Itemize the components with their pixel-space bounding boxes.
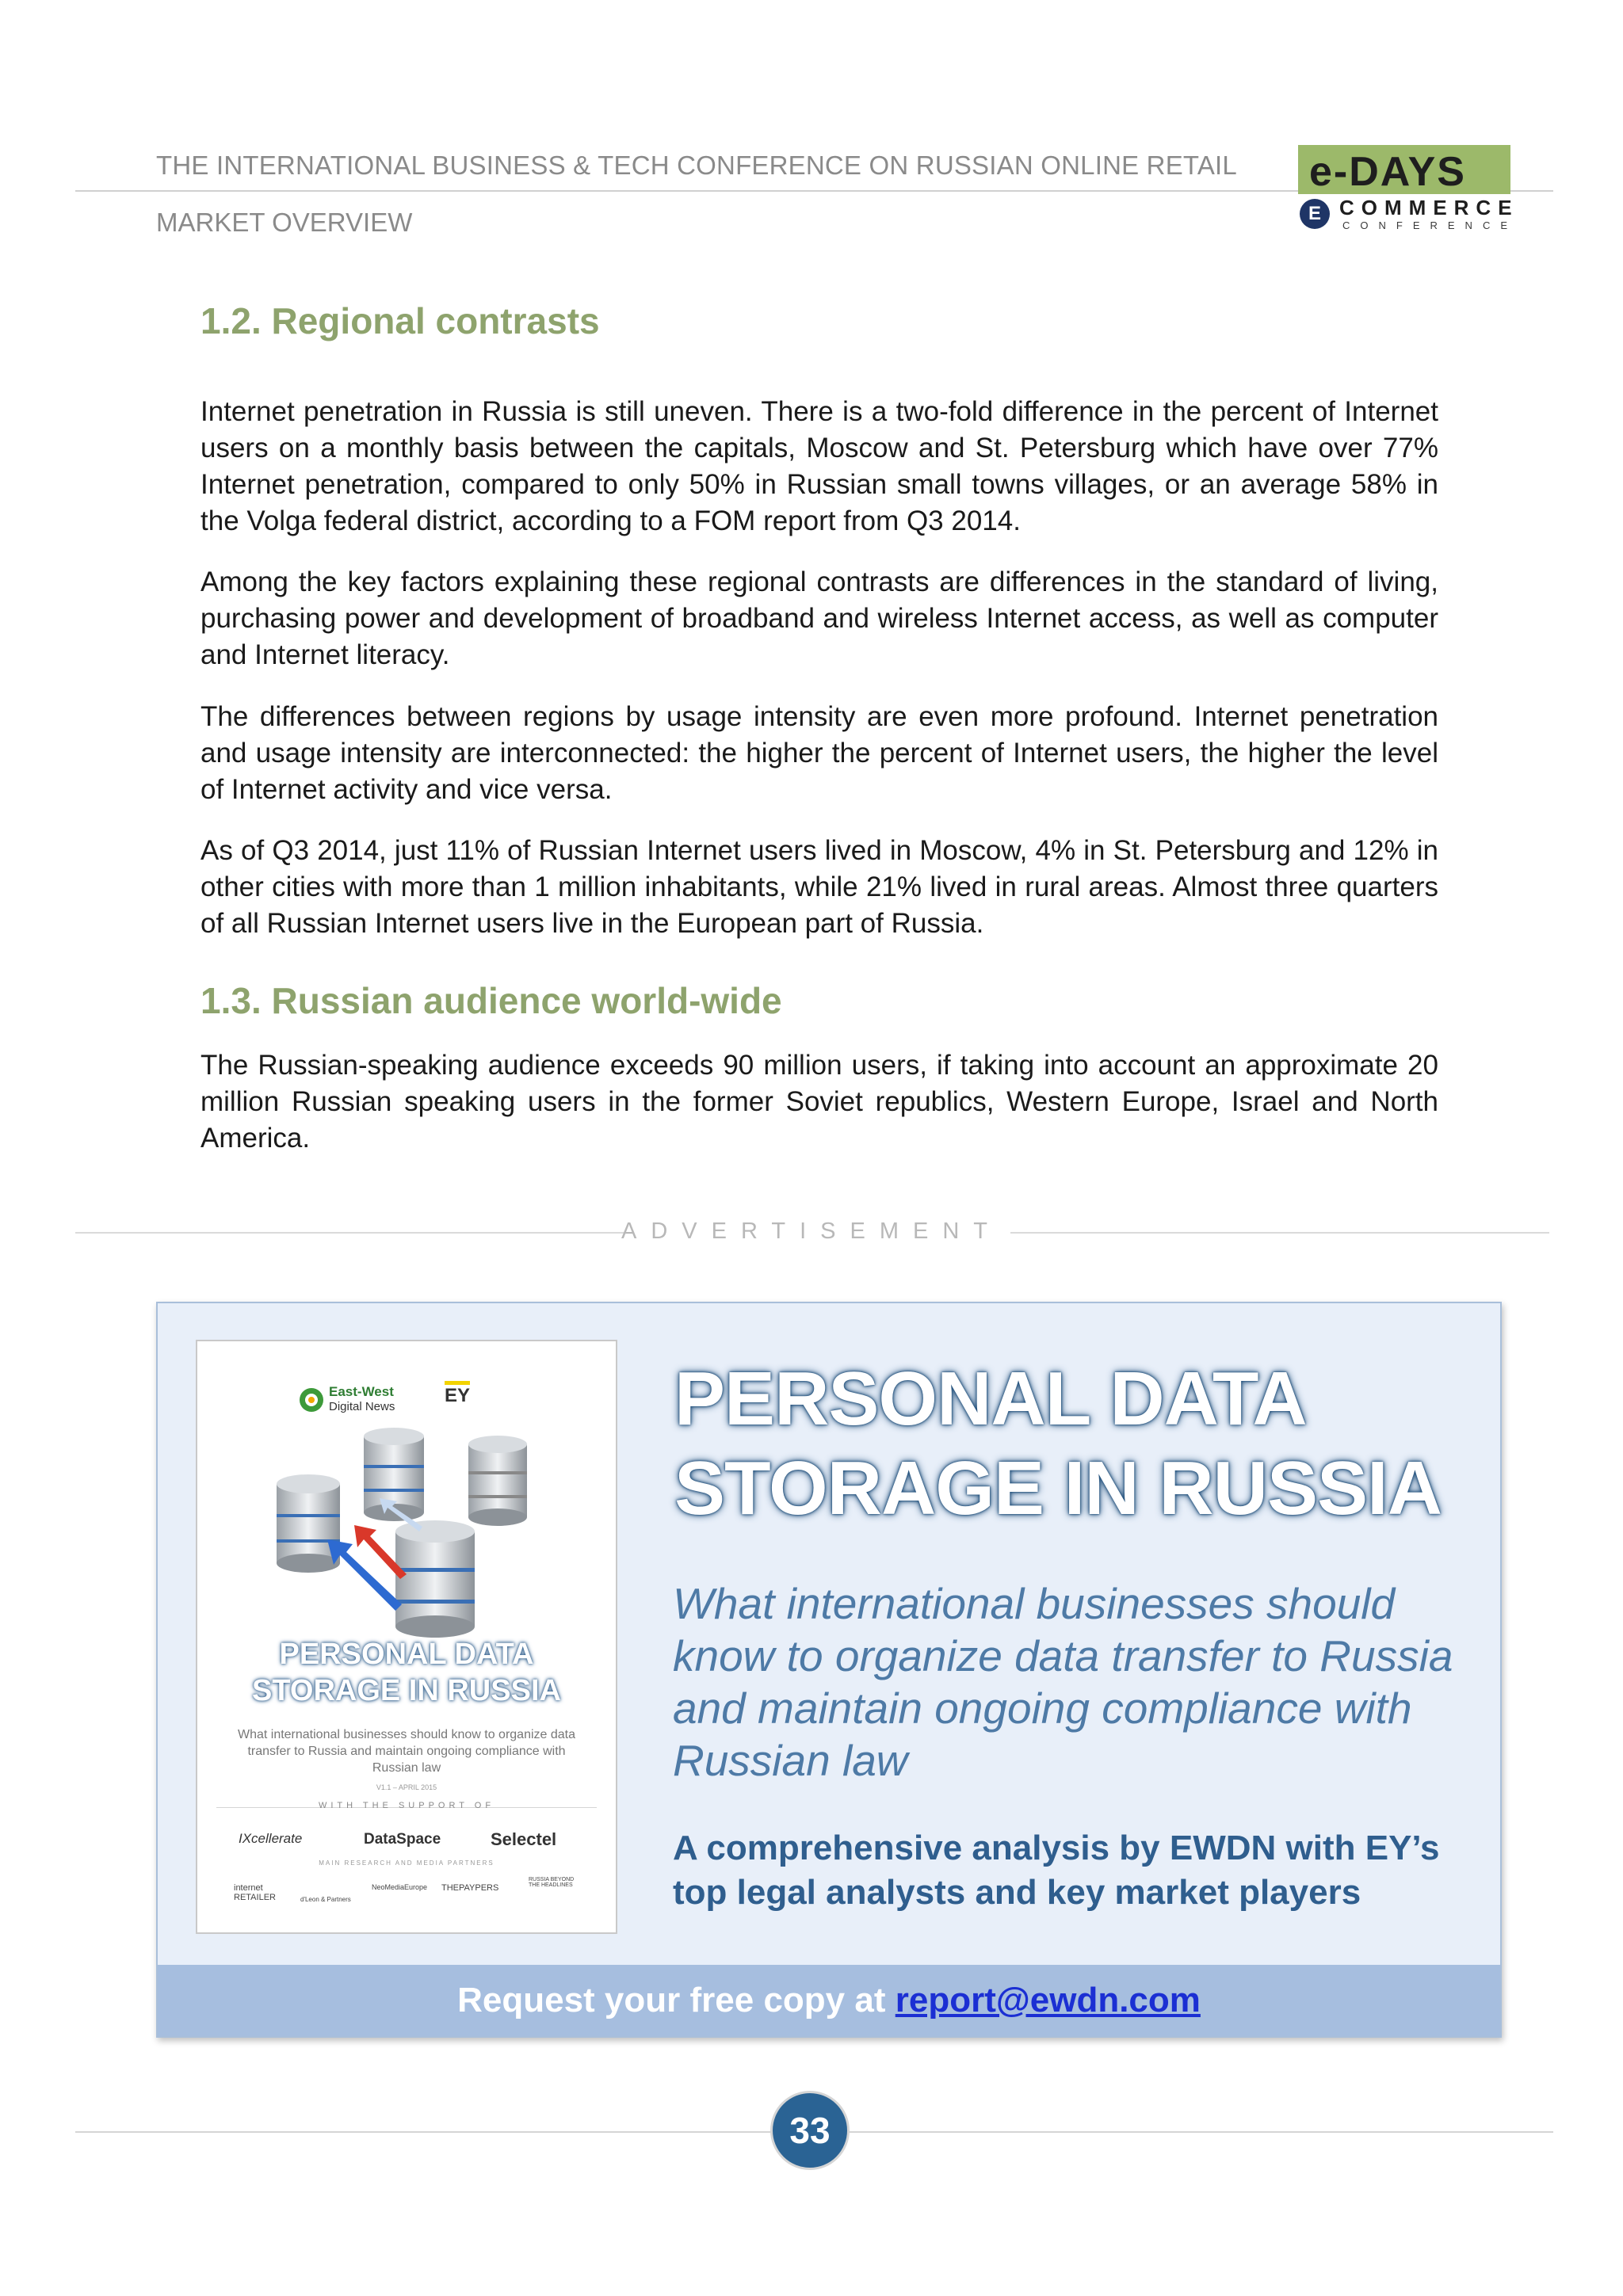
paragraph: The Russian-speaking audience exceeds 90 million users, if taking into account an approximate 20 million Russian speaking users in the former Soviet republics, Western Europe, Israel and North America. (200, 1050, 1438, 1154)
paragraph: Among the key factors explaining these regional contrasts are differences in the standard of living, purchasing power and development of broadband and wireless Internet access, as well as computer and Internet literacy. (200, 566, 1438, 670)
paragraph: Internet penetration in Russia is still uneven. There is a two-fold difference in the percent of Internet users on a monthly basis between the capitals, Moscow and St. Petersburg which have over 77% Internet penetration, compared to only 50% in Russian small towns villages, or an average 58% in the Volga federal district, according to a FOM report from Q3 2014. (200, 396, 1438, 536)
ad-title-line2: STORAGE IN RUSSIA (674, 1446, 1442, 1531)
media-internet-retailer: internet RETAILER (234, 1883, 276, 1902)
cover-subtitle: What international businesses should know to organize data transfer to Russia and maintain ongoing compliance with Russian law (237, 1728, 576, 1775)
media-dleon-partners: d'Leon & Partners (300, 1896, 351, 1903)
logo-conference-text: CONFERENCE (1342, 219, 1518, 231)
report-cover-image (196, 1340, 617, 1934)
sponsor-ixcellerate: IXcellerate (239, 1831, 303, 1846)
sponsor-dataspace: DataSpace (364, 1831, 441, 1848)
heading-regional-contrasts: 1.2. Regional contrasts (200, 300, 600, 341)
cover-media-label: MAIN RESEARCH AND MEDIA PARTNERS (319, 1859, 495, 1867)
logo-edays-text: e-DAYS (1309, 149, 1466, 195)
media-thepaypers: THEPAYPERS (441, 1883, 499, 1893)
cover-publisher-line2: Digital News (329, 1400, 395, 1413)
ad-cta-bar (158, 1965, 1500, 2036)
edays-logo (1298, 145, 1519, 237)
media-rbth: RUSSIA BEYOND THE HEADLINES (529, 1877, 575, 1888)
conference-title: THE INTERNATIONAL BUSINESS & TECH CONFERENCE ON RUSSIAN ONLINE RETAIL (156, 151, 1237, 180)
paragraph: As of Q3 2014, just 11% of Russian Internet users lived in Moscow, 4% in St. Petersburg and 12% in other cities with more than 1 million inhabitants, while 21% lived in rural areas. Almost three quarters of all Russian Internet users live in the European part of Russia. (200, 835, 1438, 939)
ad-divider-right (1010, 1232, 1549, 1234)
logo-commerce-text: COMMERCE (1339, 196, 1519, 219)
media-neomediaeurope: NeoMediaEurope (372, 1883, 428, 1891)
cover-publisher (329, 1384, 395, 1413)
logo-e-badge: E (1300, 199, 1330, 229)
report-email-link[interactable]: report@ewdn.com (895, 1981, 1201, 2019)
ad-subtitle: What international businesses should know to organize data transfer to Russia and maintain ongoing compliance with Russian law (673, 1579, 1453, 1785)
ad-title (674, 1354, 1442, 1533)
page-number: 33 (770, 2091, 850, 2170)
cover-title-line2: STORAGE IN RUSSIA (252, 1674, 561, 1707)
paragraph: The differences between regions by usage intensity are even more profound. Internet penetration and usage intensity are interconnected: the higher the percent of Internet users, the higher the level of Internet activity and vice versa. (200, 701, 1438, 805)
cover-date: V1.1 – APRIL 2015 (376, 1783, 437, 1791)
advertisement-label: ADVERTISEMENT (621, 1219, 1002, 1244)
ey-logo: EY (445, 1381, 470, 1407)
cover-title (197, 1636, 616, 1709)
cover-title-line1: PERSONAL DATA (279, 1638, 534, 1671)
ad-cta-text: Request your free copy at (457, 1981, 896, 2019)
ad-description: A comprehensive analysis by EWDN with EY’s top legal analysts and key market players (673, 1829, 1440, 1912)
sponsor-selectel: Selectel (491, 1829, 557, 1849)
ewdn-logo-icon (297, 1386, 326, 1414)
section-label: MARKET OVERVIEW (156, 208, 413, 237)
heading-russian-audience: 1.3. Russian audience world-wide (200, 980, 782, 1021)
advertisement-banner[interactable] (156, 1302, 1502, 2038)
cover-support-label: WITH THE SUPPORT OF (318, 1801, 495, 1810)
database-servers-illustration (261, 1421, 546, 1650)
ad-title-line1: PERSONAL DATA (674, 1356, 1307, 1441)
cover-publisher-line1: East-West (329, 1384, 394, 1399)
